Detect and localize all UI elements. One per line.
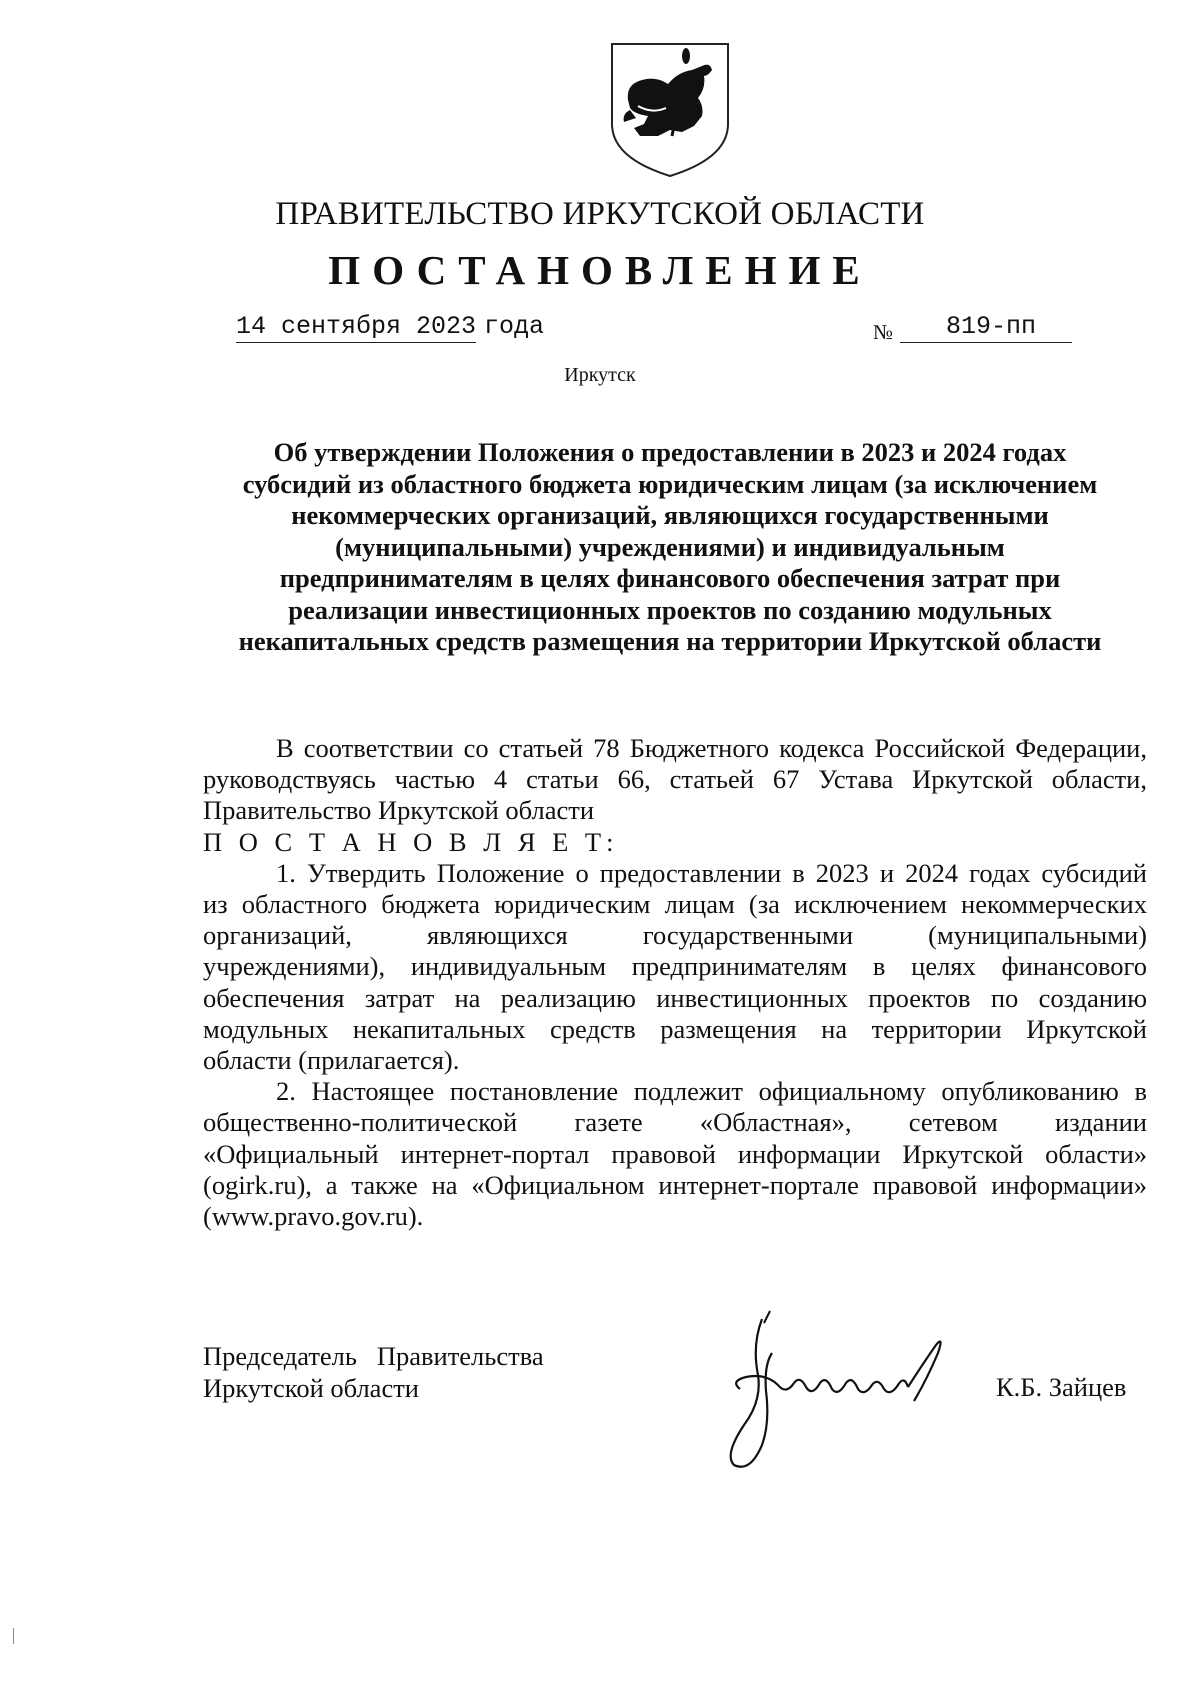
- document-city: Иркутск: [564, 364, 636, 386]
- title-line: некоммерческих организаций, являющихся государственными: [291, 500, 1049, 530]
- item-2-line: 2. Настоящее постановление подлежит официальному опубликованию в: [276, 1076, 1147, 1107]
- title-line: (муниципальными) учреждениями) и индивидуальным: [335, 531, 1005, 562]
- item-2-line: (ogirk.ru), а также на «Официальном интернет-портале правовой информации»: [203, 1169, 1147, 1200]
- organization-name: ПРАВИТЕЛЬСТВО ИРКУТСКОЙ ОБЛАСТИ: [275, 196, 925, 232]
- title-line: некапитальных средств размещения на территории Иркутской области: [238, 626, 1102, 656]
- title-line: субсидий из областного бюджета юридическим лицам (за исключением: [242, 468, 1098, 499]
- resolves-heading: П О С Т А Н О В Л Я Е Т:: [203, 826, 619, 857]
- title-line: предпринимателям в целях финансового обеспечения затрат при: [279, 563, 1061, 593]
- signatory-name: К.Б. Зайцев: [996, 1372, 1127, 1402]
- item-1-line: модульных некапитальных средств размещения на территории Иркутской: [203, 1013, 1147, 1044]
- document-date-suffix: года: [484, 312, 545, 341]
- signatory-position: [203, 1340, 544, 1404]
- title-line: реализации инвестиционных проектов по созданию модульных: [288, 594, 1052, 625]
- document-body: [203, 733, 1147, 1232]
- document-number-label: №: [873, 320, 894, 344]
- item-1-line: учреждениями), индивидуальным предпринимателям в целях финансового: [203, 951, 1147, 982]
- handwritten-signature: [700, 1305, 1000, 1475]
- item-2-line: общественно-политической газете «Областная», сетевом издании: [203, 1107, 1147, 1138]
- signatory-position-line: Иркутской области: [203, 1373, 419, 1403]
- item-1-line: организаций, являющихся государственными (муниципальными): [203, 920, 1147, 951]
- document-number: 819-пп: [900, 312, 1072, 343]
- item-1-line: области (прилагается).: [203, 1045, 460, 1076]
- item-2-paragraph: [203, 1076, 1147, 1232]
- preamble-paragraph: В соответствии со статьей 78 Бюджетного кодекса Российской Федерации, руководствуясь частью 4 статьи 66, статьей 67 Устава Иркутской области, Правительство Иркутской области: [203, 733, 1147, 826]
- document-title: [190, 437, 1150, 658]
- item-1-line: из областного бюджета юридическим лицам (за исключением некоммерческих: [203, 889, 1147, 920]
- item-2-line: (www.pravo.gov.ru).: [203, 1201, 424, 1232]
- item-2-line: «Официальный интернет-портал правовой информации Иркутской области»: [203, 1138, 1147, 1169]
- scan-edge-mark: [13, 1628, 14, 1644]
- document-date: 14 сентября 2023: [236, 312, 477, 341]
- signatory-position-line: Председатель Правительства: [203, 1341, 544, 1371]
- item-1-line: 1. Утвердить Положение о предоставлении в 2023 и 2024 годах субсидий: [276, 857, 1147, 888]
- coat-of-arms-icon: [608, 40, 732, 180]
- document-type: ПОСТАНОВЛЕНИЕ: [328, 247, 872, 293]
- item-1-line: обеспечения затрат на реализацию инвестиционных проектов по созданию: [203, 982, 1147, 1013]
- item-1-paragraph: [203, 858, 1147, 1076]
- title-line: Об утверждении Положения о предоставлении в 2023 и 2024 годах: [273, 437, 1067, 467]
